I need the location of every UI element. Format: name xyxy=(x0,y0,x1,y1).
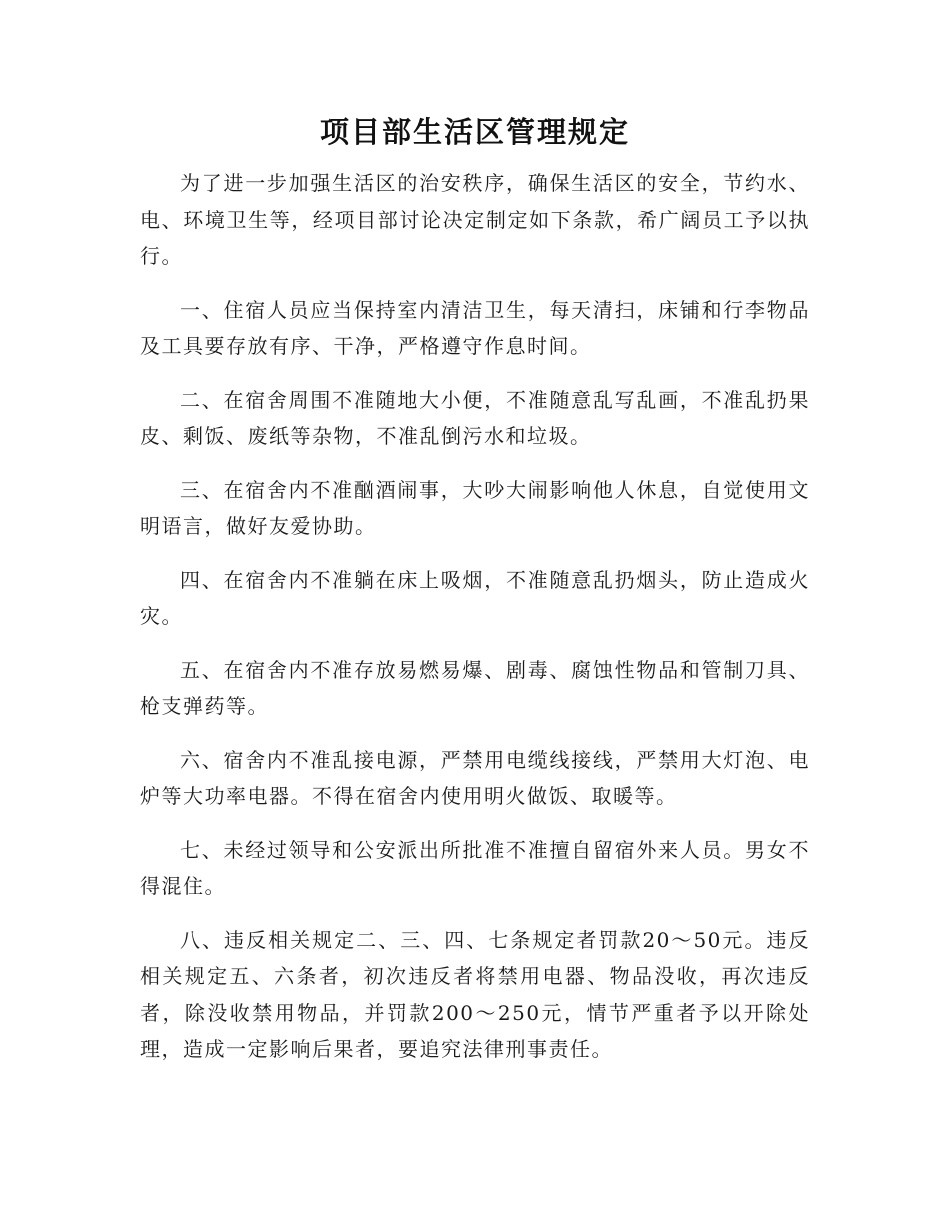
rule-1-paragraph: 一、住宿人员应当保持室内清洁卫生，每天清扫，床铺和行李物品及工具要存放有序、干净，严格遵守作息时间。 xyxy=(140,297,810,358)
document-title: 项目部生活区管理规定 xyxy=(319,115,630,149)
rule-4-paragraph: 四、在宿舍内不准躺在床上吸烟，不准随意乱扔烟头，防止造成火灾。 xyxy=(140,567,810,628)
rule-6-paragraph: 六、宿舍内不准乱接电源，严禁用电缆线接线，严禁用大灯泡、电炉等大功率电器。不得在宿舍内使用明火做饭、取暖等。 xyxy=(140,747,810,808)
rule-3-paragraph: 三、在宿舍内不准酗酒闹事，大吵大闹影响他人休息，自觉使用文明语言，做好友爱协助。 xyxy=(140,477,810,538)
intro-paragraph: 为了进一步加强生活区的治安秩序，确保生活区的安全，节约水、电、环境卫生等，经项目部讨论决定制定如下条款，希广阔员工予以执行。 xyxy=(140,171,810,268)
document-body xyxy=(140,165,810,1085)
rule-5-paragraph: 五、在宿舍内不准存放易燃易爆、剧毒、腐蚀性物品和管制刀具、枪支弹药等。 xyxy=(140,657,810,718)
rule-7-paragraph: 七、未经过领导和公安派出所批准不准擅自留宿外来人员。男女不得混住。 xyxy=(140,837,810,898)
rule-2-paragraph: 二、在宿舍周围不准随地大小便，不准随意乱写乱画，不准乱扔果皮、剩饭、废纸等杂物，不准乱倒污水和垃圾。 xyxy=(140,387,810,448)
rule-8-paragraph: 八、违反相关规定二、三、四、七条规定者罚款20～50元。违反相关规定五、六条者，初次违反者将禁用电器、物品没收，再次违反者，除没收禁用物品，并罚款200～250元，情节严重者予以开除处理，造成一定影响后果者，要追究法律刑事责任。 xyxy=(140,927,810,1061)
